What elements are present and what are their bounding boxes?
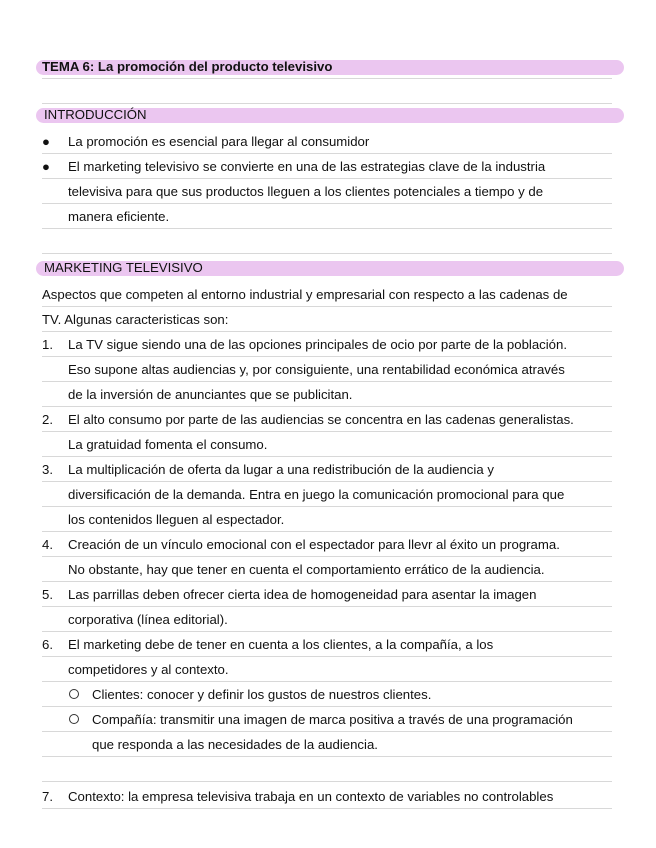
list-item-cont [42, 507, 612, 532]
sub-item-text: Clientes: conocer y definir los gustos de nuestros clientes. [92, 687, 432, 702]
page-title: TEMA 6: La promoción del producto televisivo [42, 59, 333, 74]
list-text: Creación de un vínculo emocional con el espectador para llevr al éxito un programa. [68, 537, 560, 552]
list-text: Eso supone altas audiencias y, por consiguiente, una rentabilidad económica através [68, 362, 565, 377]
circle-bullet-icon [69, 707, 79, 732]
list-item-cont [42, 557, 612, 582]
blank-line [42, 229, 612, 254]
list-text: de la inversión de anunciantes que se publicitan. [68, 387, 353, 402]
list-item-1 [42, 332, 612, 357]
list-item-cont [42, 382, 612, 407]
sub-item-compania [42, 707, 612, 732]
list-text: Las parrillas deben ofrecer cierta idea de homogeneidad para asentar la imagen [68, 587, 537, 602]
bullet-text: televisiva para que sus productos lleguen a los clientes potenciales a tiempo y de [68, 184, 544, 199]
list-text: los contenidos lleguen al espectador. [68, 512, 285, 527]
list-item-cont [42, 432, 612, 457]
list-text: La TV sigue siendo una de las opciones principales de ocio por parte de la población. [68, 337, 568, 352]
paragraph-text: Aspectos que competen al entorno industrial y empresarial con respecto a las cadenas de [42, 287, 568, 302]
list-item-cont [42, 657, 612, 682]
blank-line [42, 79, 612, 104]
intro-heading: INTRODUCCIÓN [44, 107, 147, 122]
bullet-text: El marketing televisivo se convierte en una de las estrategias clave de la industria [68, 159, 546, 174]
marketing-heading: MARKETING TELEVISIVO [44, 260, 203, 275]
list-number: 5. [42, 587, 53, 602]
list-item-4 [42, 532, 612, 557]
list-text: La gratuidad fomenta el consumo. [68, 437, 268, 452]
paragraph-text: TV. Algunas caracteristicas son: [42, 312, 229, 327]
blank-line [42, 757, 612, 782]
intro-bullet-1 [42, 129, 612, 154]
circle-bullet-icon [69, 682, 79, 707]
title-line [42, 54, 612, 79]
list-item-5 [42, 582, 612, 607]
list-number: 1. [42, 337, 53, 352]
intro-bullet-2-cont [42, 204, 612, 229]
bullet-marker: ● [42, 134, 50, 149]
list-text: El alto consumo por parte de las audiencias se concentra en las cadenas generalistas. [68, 412, 574, 427]
intro-bullet-2 [42, 154, 612, 179]
list-number: 2. [42, 412, 53, 427]
list-item-2 [42, 407, 612, 432]
list-item-7 [42, 784, 612, 809]
sub-item-text: que responda a las necesidades de la audiencia. [92, 737, 378, 752]
sub-item-cont [42, 732, 612, 757]
list-item-cont [42, 482, 612, 507]
list-item-3 [42, 457, 612, 482]
intro-bullet-2-cont [42, 179, 612, 204]
list-item-cont [42, 607, 612, 632]
list-number: 3. [42, 462, 53, 477]
list-number: 7. [42, 789, 53, 804]
list-text: competidores y al contexto. [68, 662, 229, 677]
list-text: diversificación de la demanda. Entra en juego la comunicación promocional para que [68, 487, 565, 502]
list-item-6 [42, 632, 612, 657]
bullet-marker: ● [42, 159, 50, 174]
list-text: El marketing debe de tener en cuenta a los clientes, a la compañía, a los [68, 637, 494, 652]
sub-item-clientes [42, 682, 612, 707]
list-text: La multiplicación de oferta da lugar a una redistribución de la audiencia y [68, 462, 494, 477]
list-number: 6. [42, 637, 53, 652]
paragraph-line [42, 282, 612, 307]
list-item-cont [42, 357, 612, 382]
list-number: 4. [42, 537, 53, 552]
list-text: Contexto: la empresa televisiva trabaja en un contexto de variables no controlables [68, 789, 554, 804]
sub-item-text: Compañía: transmitir una imagen de marca positiva a través de una programación [92, 712, 573, 727]
bullet-text: manera eficiente. [68, 209, 170, 224]
paragraph-line [42, 307, 612, 332]
list-text: No obstante, hay que tener en cuenta el comportamiento errático de la audiencia. [68, 562, 545, 577]
list-text: corporativa (línea editorial). [68, 612, 228, 627]
bullet-text: La promoción es esencial para llegar al consumidor [68, 134, 370, 149]
